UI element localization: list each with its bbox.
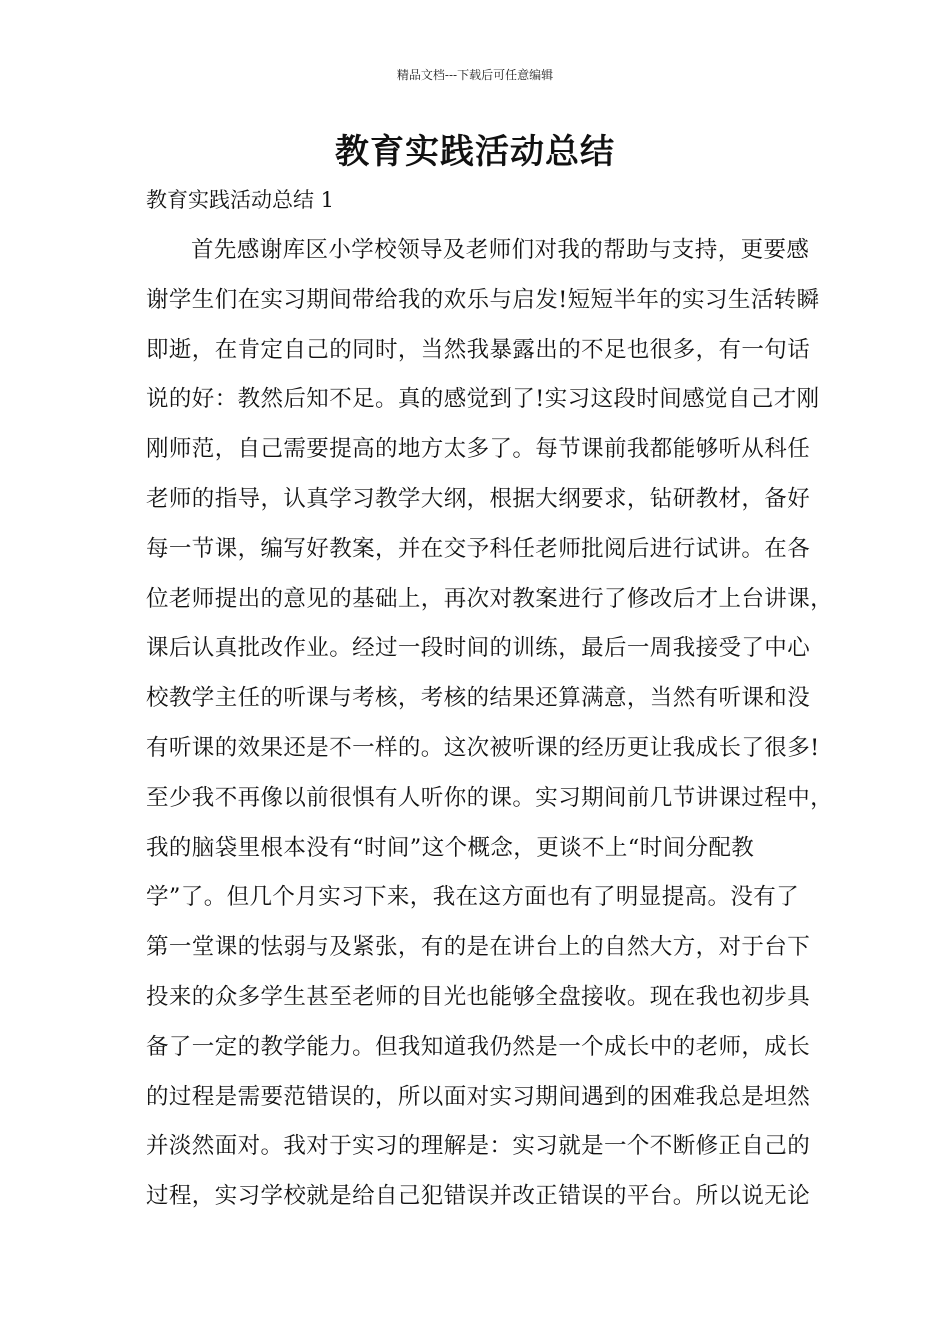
text-line: 并淡然面对。我对于实习的理解是：实习就是一个不断修正自己的 <box>146 1133 811 1160</box>
document-title: 教育实践活动总结 <box>335 132 615 172</box>
text-line: 第一堂课的怯弱与及紧张，有的是在讲台上的自然大方，对于台下 <box>146 934 811 961</box>
text-line: 有听课的效果还是不一样的。这次被听课的经历更让我成长了很多! <box>146 734 820 761</box>
text-line: 首先感谢库区小学校领导及老师们对我的帮助与支持，更要感 <box>191 237 810 263</box>
text-line: 过程，实习学校就是给自己犯错误并改正错误的平台。所以说无论 <box>146 1183 811 1210</box>
body-text <box>146 230 834 1226</box>
text-line: 学”了。但几个月实习下来，我在这方面也有了明显提高。没有了 <box>146 884 800 911</box>
text-line: 老师的指导，认真学习教学大纲，根据大纲要求，钻研教材，备好 <box>146 485 811 512</box>
page-header-note: 精品文档---下载后可任意编辑 <box>396 68 554 82</box>
section-heading: 教育实践活动总结 1 <box>146 188 335 212</box>
text-line: 刚师范，自己需要提高的地方太多了。每节课前我都能够听从科任 <box>146 436 811 463</box>
text-line: 至少我不再像以前很惧有人听你的课。实习期间前几节讲课过程中， <box>146 784 834 811</box>
text-line: 位老师提出的意见的基础上，再次对教案进行了修改后才上台讲课， <box>146 585 834 612</box>
text-line: 投来的众多学生甚至老师的目光也能够全盘接收。现在我也初步具 <box>146 983 811 1010</box>
text-line: 我的脑袋里根本没有“时间”这个概念，更谈不上“时间分配教 <box>146 834 755 861</box>
text-line: 说的好：教然后知不足。真的感觉到了!实习这段时间感觉自己才刚 <box>146 386 820 413</box>
text-line: 即逝，在肯定自己的同时，当然我暴露出的不足也很多，有一句话 <box>146 336 811 363</box>
text-line: 备了一定的教学能力。但我知道我仍然是一个成长中的老师，成长 <box>146 1033 811 1060</box>
text-line: 课后认真批改作业。经过一段时间的训练，最后一周我接受了中心 <box>146 635 811 662</box>
text-line: 的过程是需要范错误的，所以面对实习期间遇到的困难我总是坦然 <box>146 1083 811 1110</box>
text-line: 每一节课，编写好教案，并在交予科任老师批阅后进行试讲。在各 <box>146 535 811 562</box>
text-line: 谢学生们在实习期间带给我的欢乐与启发!短短半年的实习生活转瞬 <box>146 286 820 313</box>
text-line: 校教学主任的听课与考核，考核的结果还算满意，当然有听课和没 <box>146 685 811 712</box>
